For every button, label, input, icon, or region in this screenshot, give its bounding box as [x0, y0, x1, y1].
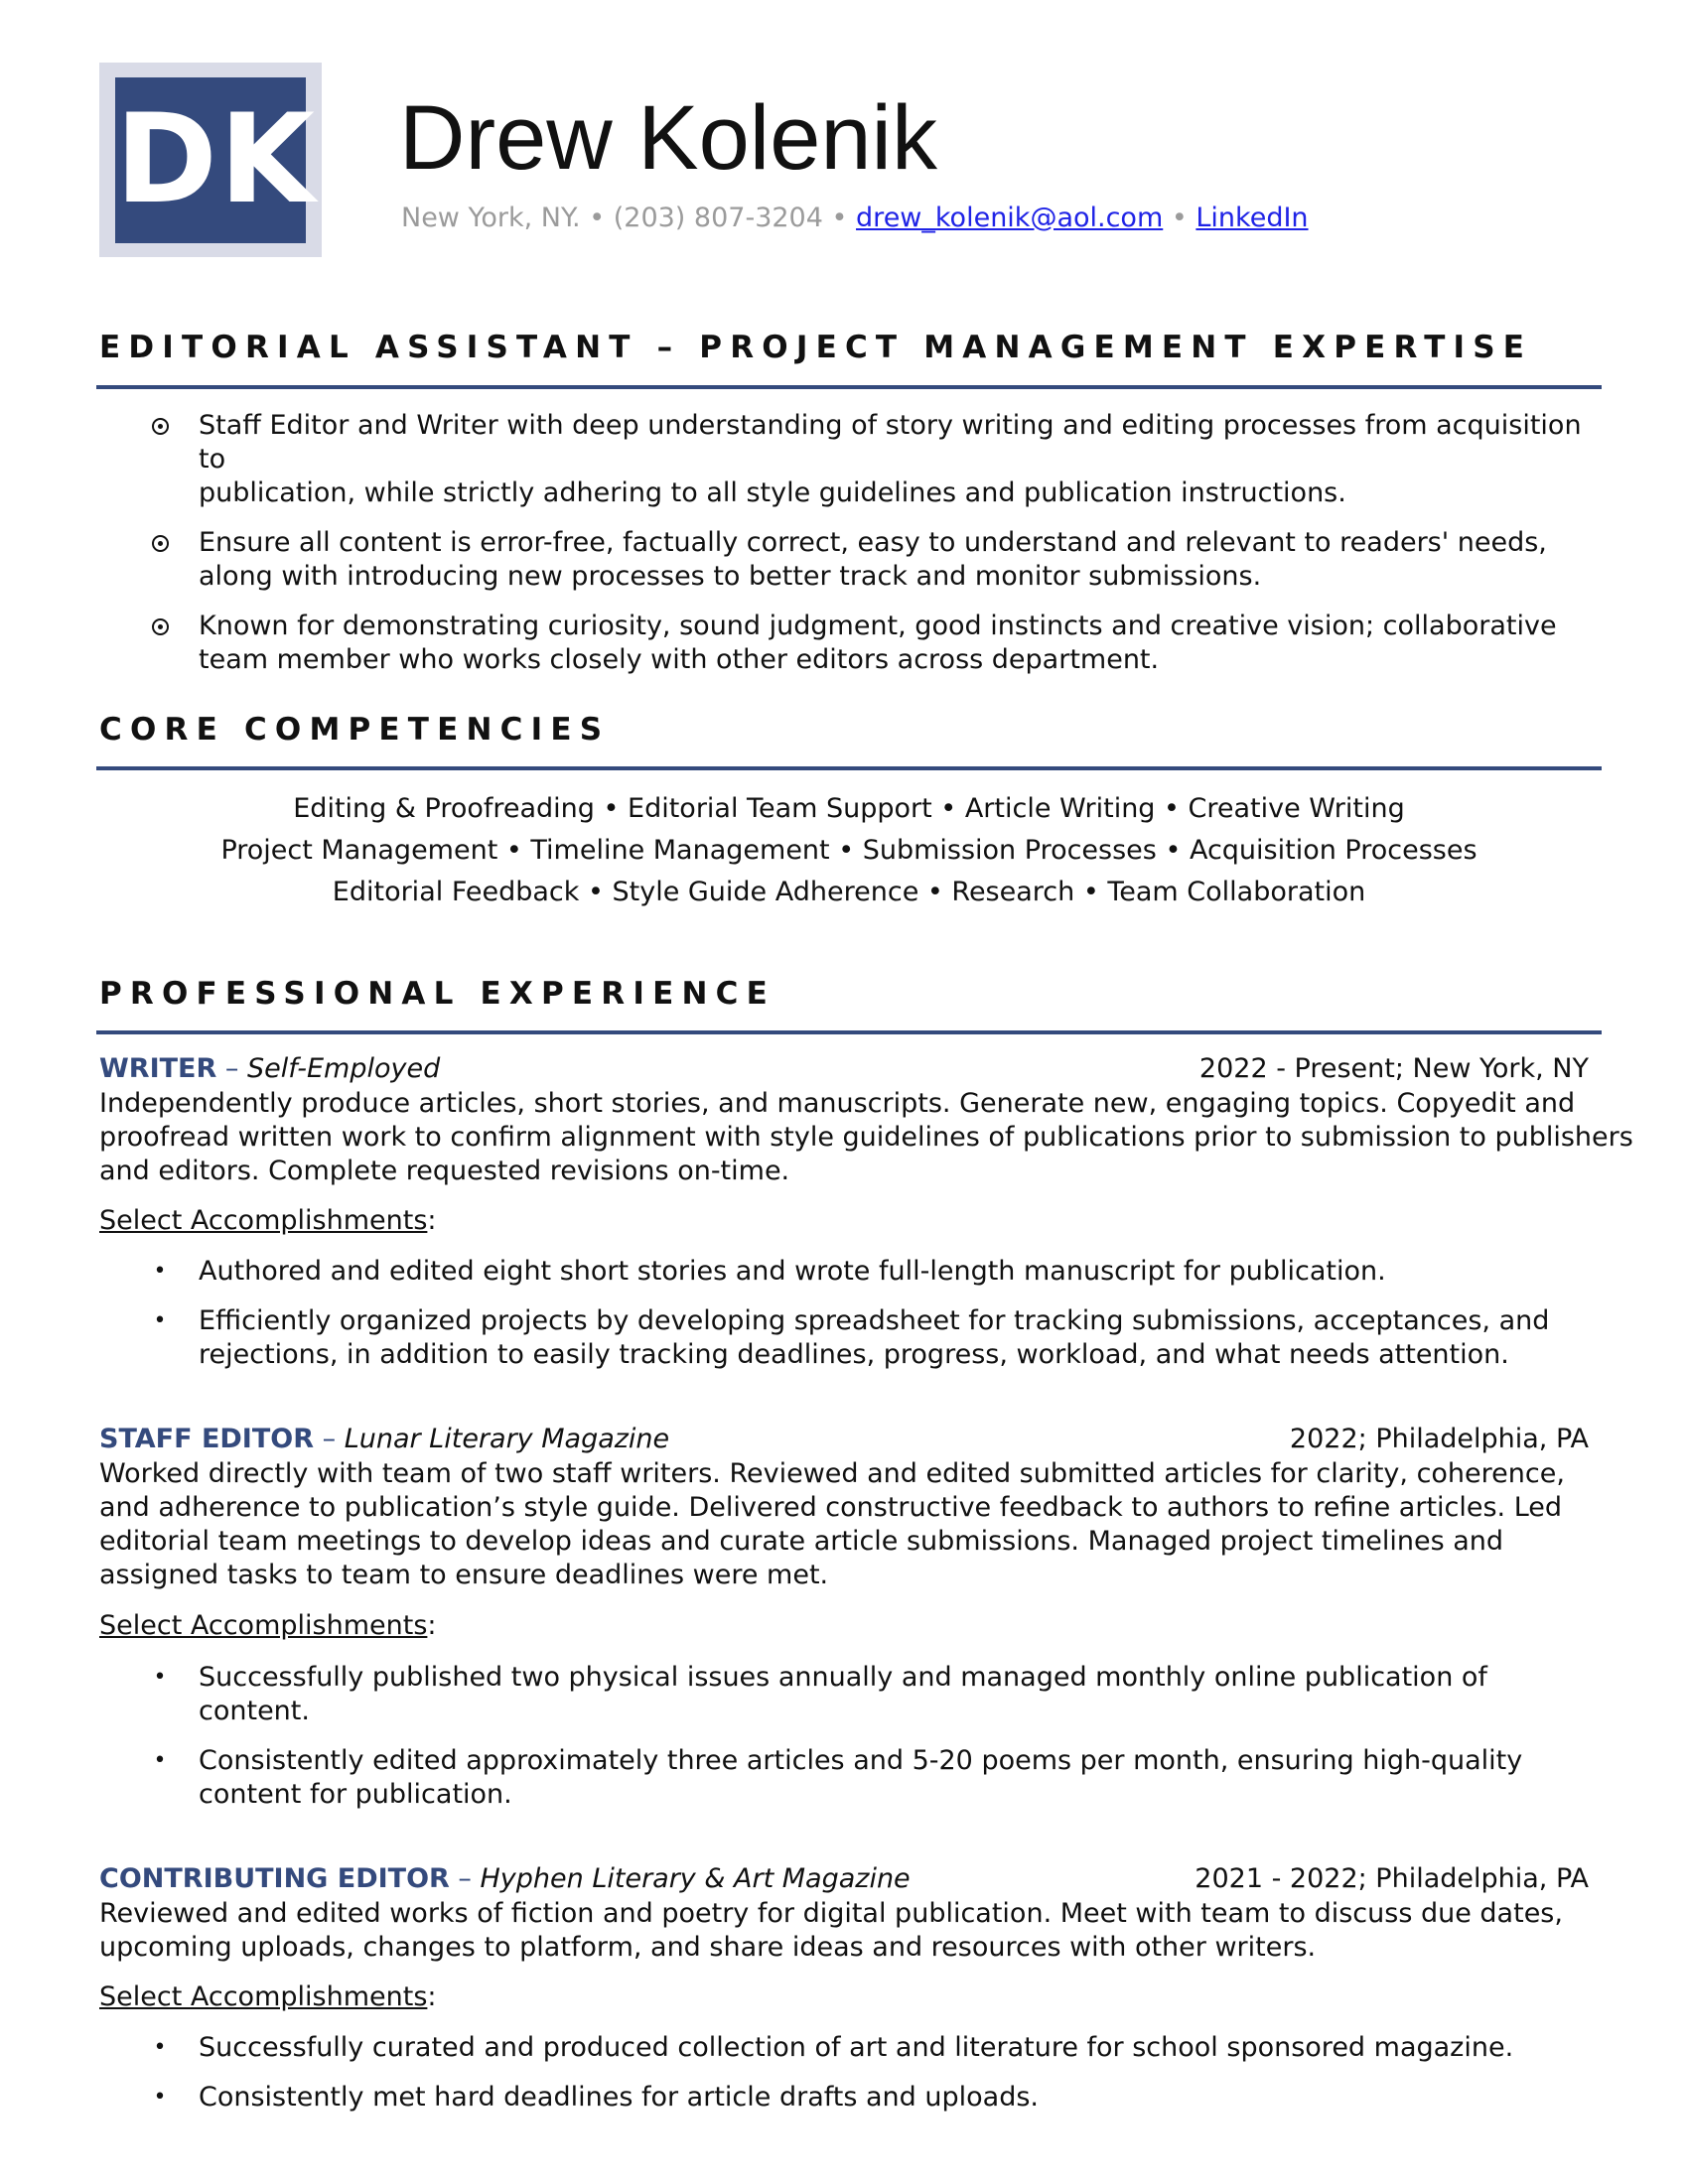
job-header: CONTRIBUTING EDITOR – Hyphen Literary & Art Magazine 2021 - 2022; Philadelphia, PA — [99, 1861, 1589, 1897]
contact-separator: • — [1171, 203, 1188, 233]
job-dates: 2022 - Present; New York, NY — [1198, 1053, 1589, 1084]
select-accomplishments-label: Select Accomplishments: — [99, 1610, 437, 1641]
job-title: STAFF EDITOR — [99, 1424, 315, 1454]
contact-separator: • — [831, 203, 848, 233]
job-description: Independently produce articles, short stories, and manuscripts. Generate new, engaging topics. Copyedit and proofread written work to confirm alignment with style guidelines of publications prior to submission to publishers and editors. Complete requested revisions on-time. — [99, 1088, 1633, 1186]
job-description: Worked directly with team of two staff writers. Reviewed and edited submitted articles for clarity, coherence, and adherence to publication’s style guide. Delivered constructive feedback to authors to refine articles. Led editorial team meetings to develop ideas and curate article submissions. Managed project timelines and assigned tasks to team to ensure deadlines were met. — [99, 1458, 1565, 1590]
summary-list — [145, 409, 1605, 693]
target-bullet-icon — [145, 610, 175, 643]
accomplishments-list — [145, 1661, 1605, 1828]
contact-location: New York, NY. — [401, 203, 581, 233]
accomplishment-item: • Successfully published two physical issues annually and managed monthly online publication of content. — [145, 1661, 1605, 1728]
job-company: Hyphen Literary & Art Magazine — [480, 1863, 911, 1894]
experience-heading: PROFESSIONAL EXPERIENCE — [99, 976, 775, 1012]
bullet-icon: • — [153, 1748, 167, 1773]
monogram-frame — [99, 63, 322, 257]
job-header: STAFF EDITOR – Lunar Literary Magazine 2022; Philadelphia, PA — [99, 1422, 1589, 1457]
bullet-icon: • — [153, 2035, 167, 2060]
job-title: CONTRIBUTING EDITOR — [99, 1863, 450, 1894]
section-divider — [96, 385, 1602, 389]
accomplishment-item: • Successfully curated and produced collection of art and literature for school sponsored magazine. — [145, 2031, 1605, 2065]
bullet-icon: • — [153, 2085, 167, 2110]
competencies-list — [96, 788, 1602, 913]
contact-phone: (203) 807-3204 — [613, 203, 823, 233]
summary-heading: EDITORIAL ASSISTANT – PROJECT MANAGEMENT EXPERTISE — [99, 330, 1533, 365]
target-bullet-icon — [145, 409, 175, 443]
bullet-icon: • — [153, 1308, 167, 1333]
linkedin-link[interactable]: LinkedIn — [1196, 203, 1309, 233]
competencies-line: Project Management • Timeline Management • Submission Processes • Acquisition Processes — [220, 835, 1477, 866]
job-company: Lunar Literary Magazine — [344, 1424, 670, 1454]
job-company: Self-Employed — [246, 1053, 441, 1084]
accomplishment-item: • Consistently met hard deadlines for article drafts and uploads. — [145, 2081, 1605, 2115]
job-title: WRITER — [99, 1053, 217, 1084]
summary-item: Known for demonstrating curiosity, sound judgment, good instincts and creative vision; collaborative team member who works closely with other editors across department. — [145, 610, 1605, 677]
competencies-line: Editorial Feedback • Style Guide Adherence • Research • Team Collaboration — [332, 877, 1366, 907]
accomplishments-list — [145, 2031, 1605, 2130]
summary-item: Ensure all content is error-free, factually correct, easy to understand and relevant to readers' needs, along with introducing new processes to better track and monitor submissions. — [145, 526, 1605, 594]
summary-item: Staff Editor and Writer with deep understanding of story writing and editing processes from acquisition to publication, while strictly adhering to all style guidelines and publication instructions. — [145, 409, 1605, 510]
job-dates: 2021 - 2022; Philadelphia, PA — [1195, 1863, 1589, 1894]
job-dates: 2022; Philadelphia, PA — [1289, 1424, 1589, 1454]
job-header: WRITER – Self-Employed 2022 - Present; New York, NY — [99, 1051, 1589, 1087]
section-divider — [96, 1030, 1602, 1034]
select-accomplishments-label: Select Accomplishments: — [99, 1981, 437, 2012]
competencies-heading: CORE COMPETENCIES — [99, 712, 611, 748]
bullet-icon: • — [153, 1259, 167, 1284]
contact-separator: • — [589, 203, 606, 233]
monogram-initials: DK — [115, 77, 306, 243]
job-description: Reviewed and edited works of fiction and poetry for digital publication. Meet with team to discuss due dates, upcoming uploads, changes to platform, and share ideas and resources with other writers. — [99, 1898, 1563, 1963]
accomplishment-item: • Efficiently organized projects by developing spreadsheet for tracking submissions, acceptances, and rejections, in addition to easily tracking deadlines, progress, workload, and what needs attention. — [145, 1304, 1605, 1372]
select-accomplishments-label: Select Accomplishments: — [99, 1205, 437, 1236]
contact-line — [401, 199, 1309, 238]
section-divider — [96, 766, 1602, 770]
accomplishments-list — [145, 1255, 1605, 1388]
candidate-name: Drew Kolenik — [399, 87, 937, 189]
accomplishment-item: • Consistently edited approximately three articles and 5-20 poems per month, ensuring high-quality content for publication. — [145, 1744, 1605, 1812]
email-link[interactable]: drew_kolenik@aol.com — [856, 203, 1164, 233]
accomplishment-item: • Authored and edited eight short stories and wrote full-length manuscript for publication. — [145, 1255, 1605, 1289]
competencies-line: Editing & Proofreading • Editorial Team Support • Article Writing • Creative Writing — [293, 793, 1405, 824]
target-bullet-icon — [145, 526, 175, 560]
bullet-icon: • — [153, 1665, 167, 1690]
